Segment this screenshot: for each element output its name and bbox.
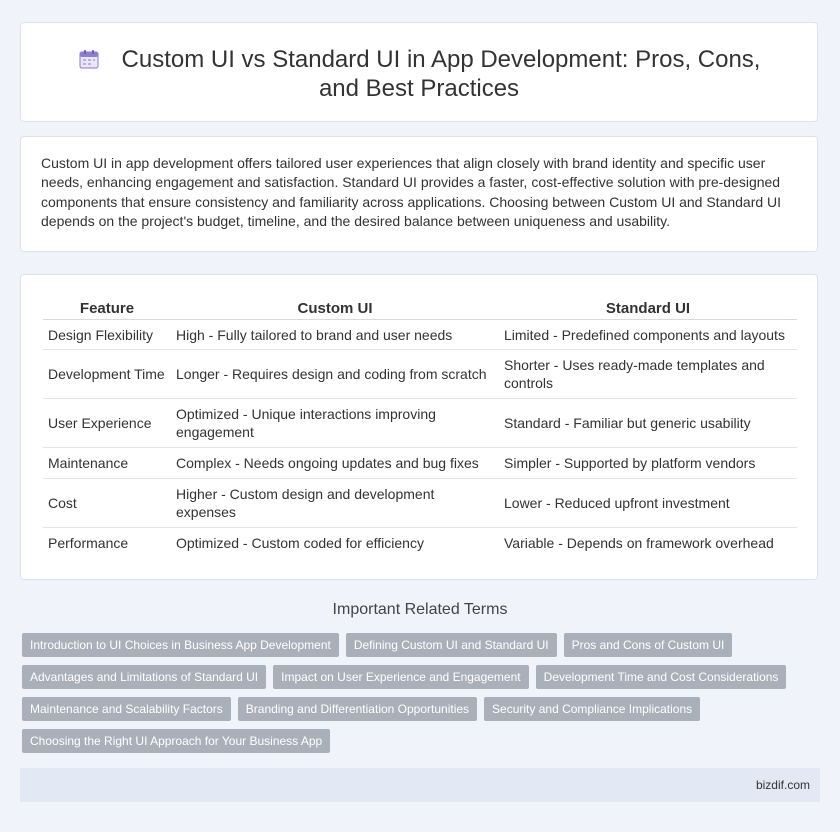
related-term-tag[interactable]: Pros and Cons of Custom UI — [564, 633, 733, 657]
table-cell: Standard - Familiar but generic usability — [499, 399, 797, 448]
page-title-wrap — [61, 45, 777, 103]
table-row — [43, 350, 797, 399]
related-terms-title: Important Related Terms — [332, 601, 508, 618]
comparison-table — [43, 295, 797, 559]
table-row — [43, 528, 797, 559]
table-header-row — [43, 295, 797, 320]
table-cell: User Experience — [43, 399, 171, 448]
related-term-tag[interactable]: Introduction to UI Choices in Business App Development — [22, 633, 339, 657]
table-cell: Higher - Custom design and development expenses — [171, 479, 499, 528]
related-term-tag[interactable]: Development Time and Cost Considerations — [536, 665, 787, 689]
related-term-tag[interactable]: Advantages and Limitations of Standard UI — [22, 665, 266, 689]
related-term-tag[interactable]: Choosing the Right UI Approach for Your Business App — [22, 729, 330, 753]
table-cell: Variable - Depends on framework overhead — [504, 535, 774, 552]
table-row — [43, 479, 797, 528]
header-custom-ui: Custom UI — [171, 295, 499, 320]
table-cell: High - Fully tailored to brand and user needs — [171, 320, 499, 350]
table-cell: Limited - Predefined components and layouts — [499, 320, 797, 350]
page-title: Custom UI vs Standard UI in App Development: Pros, Cons, and Best Practices — [121, 46, 761, 102]
header-feature: Feature — [43, 295, 171, 320]
table-cell: Maintenance — [43, 448, 171, 479]
related-term-tag[interactable]: Branding and Differentiation Opportunities — [238, 697, 477, 721]
footer-site-link[interactable]: bizdif.com — [755, 778, 810, 792]
table-cell: Shorter - Uses ready-made templates and controls — [499, 350, 797, 399]
related-term-tag[interactable]: Maintenance and Scalability Factors — [22, 697, 231, 721]
related-term-tag[interactable]: Defining Custom UI and Standard UI — [346, 633, 557, 657]
table-cell: Optimized - Unique interactions improving engagement — [171, 399, 499, 448]
title-card — [20, 22, 818, 122]
table-cell: Optimized - Custom coded for efficiency — [176, 535, 424, 552]
table-cell: Complex - Needs ongoing updates and bug fixes — [171, 448, 499, 479]
table-cell: Cost — [43, 479, 171, 528]
related-term-tag[interactable]: Impact on User Experience and Engagement — [273, 665, 528, 689]
header-standard-ui: Standard UI — [499, 295, 797, 320]
related-terms-list — [22, 633, 792, 753]
comparison-card — [20, 274, 818, 580]
table-cell: Longer - Requires design and coding from scratch — [171, 350, 499, 399]
table-cell: Lower - Reduced upfront investment — [499, 479, 797, 528]
footer — [20, 768, 820, 802]
table-cell: Performance — [48, 535, 129, 552]
intro-paragraph: Custom UI in app development offers tailored user experiences that align closely with brand identity and specific user needs, enhancing engagement and satisfaction. Standard UI provides a faster, cost-effective solution with pre-designed components that ensure consistency and familiarity across applications. Choosing between Custom UI and Standard UI depends on the project's budget, timeline, and the desired balance between uniqueness and usability. — [41, 155, 782, 230]
related-term-tag[interactable]: Security and Compliance Implications — [484, 697, 700, 721]
table-row — [43, 448, 797, 479]
intro-card — [20, 136, 818, 252]
table-row — [43, 320, 797, 350]
table-cell: Design Flexibility — [43, 320, 171, 350]
table-cell: Development Time — [43, 350, 171, 399]
table-row — [43, 399, 797, 448]
table-cell: Simpler - Supported by platform vendors — [499, 448, 797, 479]
calendar-icon — [78, 48, 100, 70]
